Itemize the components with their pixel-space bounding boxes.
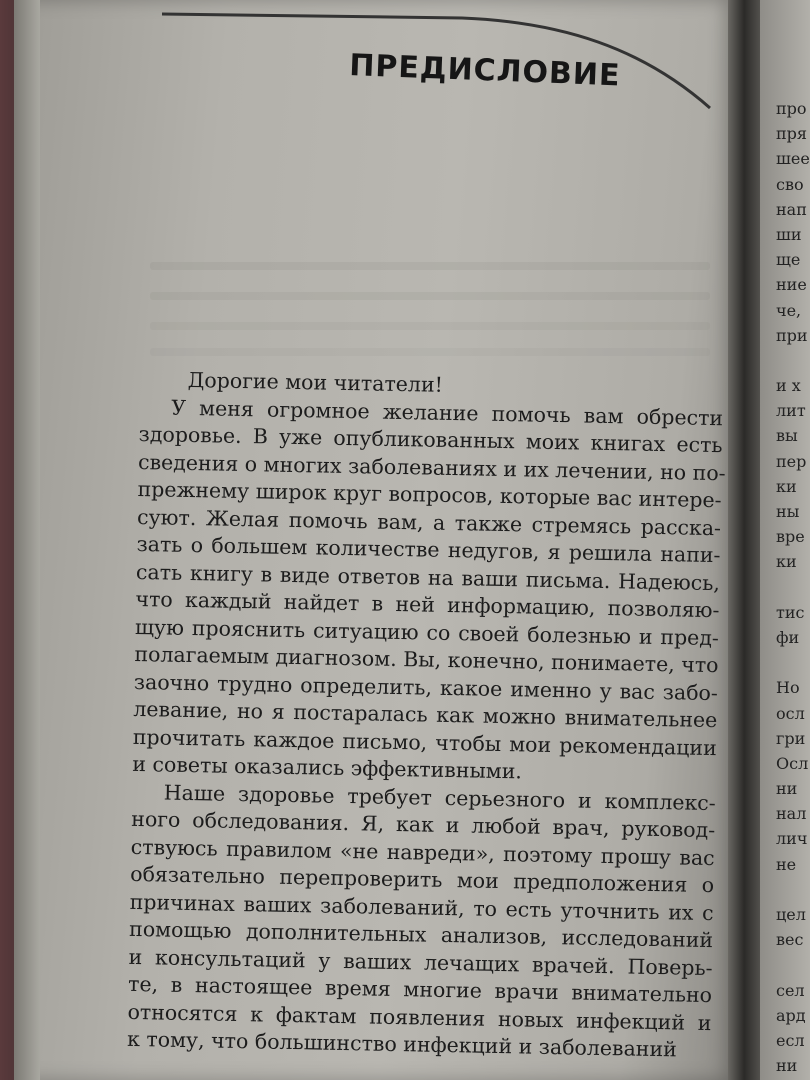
right-page-fragment: ки — [776, 476, 797, 496]
right-page-fragment — [776, 575, 810, 600]
right-page-fragment: Но — [776, 678, 800, 698]
text-line: причинах ваших заболеваний, то есть уточнить их с — [129, 889, 714, 925]
bleed-through-line — [150, 262, 710, 270]
text-line: Дорогие мои читатели! — [187, 367, 444, 397]
body-text — [127, 366, 724, 1065]
right-page-fragment — [776, 877, 810, 902]
text-line: суют. Желая помочь вам, а также стремясь расска- — [136, 504, 722, 540]
text-line: прежнему широк круг вопросов, которые вас интере- — [137, 476, 722, 513]
bleed-through-line — [150, 348, 710, 356]
right-page-fragment — [776, 952, 810, 977]
text-line: ного обследования. Я, как и любой врач, руковод- — [131, 806, 716, 843]
right-page-fragment: сво — [776, 174, 804, 194]
right-page-text — [776, 96, 810, 1078]
text-line: обязательно перепроверить мои предположения о — [130, 861, 715, 898]
right-page-fragment: нал — [776, 804, 807, 824]
text-line: те, в настоящее время многие врачи внимательно — [127, 971, 713, 1008]
right-page-fragment: лит — [776, 401, 806, 421]
text-line: щую прояснить ситуацию со своей болезнью и пред- — [134, 614, 720, 650]
page-edge — [14, 0, 40, 1080]
right-page-fragment: и х — [776, 376, 801, 396]
text-line: помощью дополнительных анализов, исследований — [128, 916, 714, 953]
right-page-fragment — [776, 348, 810, 373]
right-page-fragment: Осл — [776, 753, 809, 773]
right-page-fragment: шее — [776, 149, 810, 169]
right-page-fragment: ки — [776, 552, 797, 572]
text-line: относятся к фактам появления новых инфекций и — [127, 999, 712, 1035]
right-page-fragment: че, — [776, 300, 802, 320]
paragraph — [132, 393, 726, 789]
text-line: зать о большем количестве недугов, я решила напи- — [136, 531, 721, 568]
right-page-fragment: цел — [776, 905, 806, 924]
book-gutter — [728, 0, 764, 1080]
right-page-fragment: фи — [776, 627, 800, 647]
right-page-fragment: лич — [776, 829, 808, 849]
right-page-fragment: ни — [776, 779, 798, 799]
right-page-fragment: есл — [776, 1030, 805, 1050]
right-page-fragment: ще — [776, 250, 801, 270]
text-line: Наше здоровье требует серьезного и комплекс- — [163, 780, 716, 815]
text-line: что каждый найдет в ней информацию, позволяю- — [135, 586, 720, 623]
text-line: и советы оказались эффективными. — [132, 751, 523, 784]
right-page-fragment: пер — [776, 451, 807, 471]
right-page-fragment: вре — [776, 527, 805, 547]
right-page-fragment: нап — [776, 199, 807, 219]
text-line: здоровье. В уже опубликованных моих книгах есть — [138, 421, 723, 458]
right-page-fragment: осл — [776, 703, 805, 723]
text-line: левание, но я постаралась как можно внимательнее — [133, 696, 718, 733]
right-page-fragment: вес — [776, 930, 804, 950]
right-page-fragment: при — [776, 325, 808, 345]
bleed-through-line — [150, 322, 710, 330]
text-line: и консультаций у ваших лечащих врачей. Поверь- — [128, 944, 713, 980]
text-line: прочитать каждое письмо, чтобы мои рекомендации — [132, 724, 718, 760]
right-page-fragment: не — [776, 854, 797, 874]
right-page-fragment: пря — [776, 124, 807, 144]
text-line: заочно трудно определить, какое именно у вас забо- — [133, 669, 719, 705]
right-page-fragment: ны — [776, 502, 800, 521]
right-page-fragment: ние — [776, 275, 807, 295]
paragraph — [127, 778, 716, 1064]
right-page-fragment: сел — [776, 980, 805, 1000]
text-line: ствуюсь правилом «не навреди», поэтому прошу вас — [130, 834, 715, 870]
right-page-fragment: про — [776, 99, 807, 118]
right-page-fragment — [776, 650, 810, 675]
page-title: ПРЕДИСЛОВИЕ — [348, 48, 622, 94]
right-page-fragment: вы — [776, 426, 798, 446]
right-page-fragment: ард — [776, 1005, 806, 1025]
text-line: У меня огромное желание помочь вам обрести — [170, 395, 724, 430]
right-page-fragment: ни — [776, 1056, 798, 1076]
bleed-through-line — [150, 292, 710, 300]
text-line: сведения о многих заболеваниях и их лечении, но по- — [137, 449, 726, 485]
text-line: полагаемым диагнозом. Вы, конечно, понимаете, что — [134, 641, 719, 678]
text-line: сать книгу в виде ответов на ваши письма. Надеюсь, — [135, 559, 721, 595]
right-page-fragment: тис — [776, 602, 805, 622]
right-page-fragment: гри — [776, 728, 806, 748]
text-line: к тому, что большинство инфекций и заболеваний — [126, 1026, 678, 1062]
right-page-fragment: ши — [776, 224, 802, 244]
